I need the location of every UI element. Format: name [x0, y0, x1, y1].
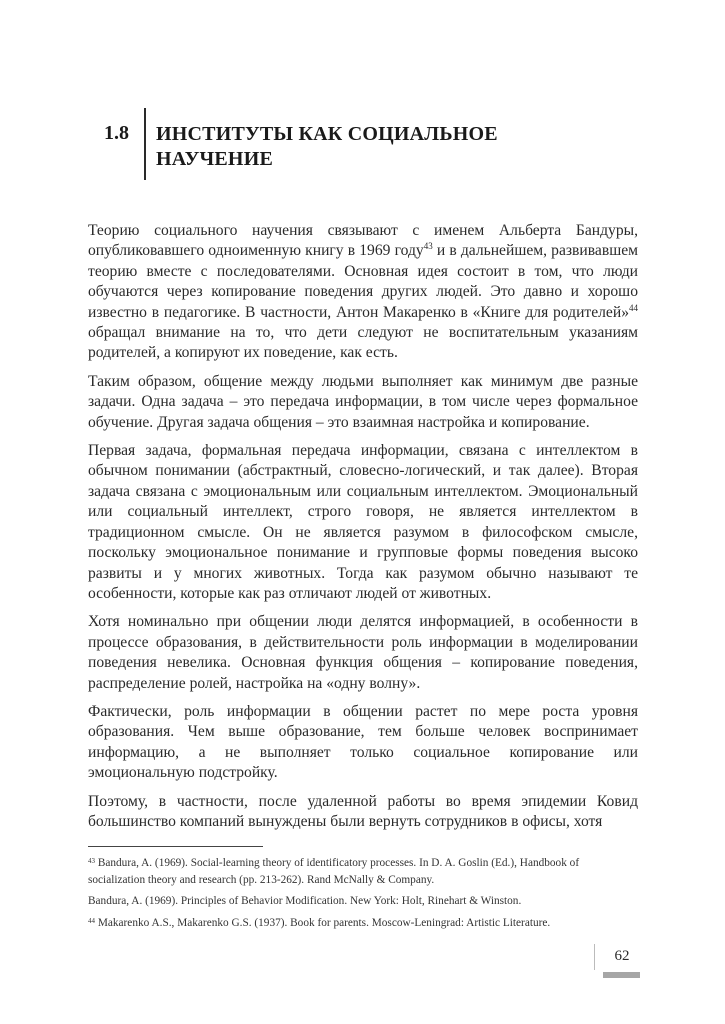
- section-number: 1.8: [104, 122, 129, 144]
- paragraph: Хотя номинально при общении люди делятся информацией, в особенности в процессе образования, в действительности роль информации в моделировании поведения невелика. Основная функция общения – копирование поведения, распределение ролей, настройка на «одну волну».: [88, 613, 638, 692]
- paragraph: Поэтому, в частности, после удаленной работы во время эпидемии Ковид большинство компаний вынуждены были вернуть сотрудников в офисы, хотя: [88, 792, 638, 830]
- footnote-text: Bandura, A. (1969). Principles of Behavior Modification. New York: Holt, Rinehart & Winston.: [88, 895, 522, 907]
- footnote-separator: [88, 846, 263, 847]
- footnote-text: Makarenko A.S., Makarenko G.S. (1937). Book for parents. Moscow-Leningrad: Artistic Literature.: [95, 916, 551, 929]
- paragraph-text: и в дальнейшем, развивавшем теорию вместе с последователями. Основная идея состоит в том, что люди обучаются через копирование поведения других людей. Это давно и хорошо известно в педагогике. В частности, Антон Макаренко в «Книге для родителей»: [88, 242, 638, 321]
- section-title: ИНСТИТУТЫ КАК СОЦИАЛЬНОЕ НАУЧЕНИЕ: [156, 123, 498, 170]
- paragraph: Первая задача, формальная передача информации, связана с интеллектом в обычном понимании (абстрактный, словесно-логический, и так далее). Вторая задача связана с эмоциональным или социальным интеллектом. Эмоциональный или социальный интеллект, строго говоря, не является интеллектом в традиционном смысле. Он не является разумом в философском смысле, поскольку эмоциональное понимание и групповые формы поведения высоко развиты и у многих животных. Тогда как разумом обычно называют те особенности, которые как раз отличают людей от животных.: [88, 442, 638, 602]
- footnote-ref-44[interactable]: 44: [629, 302, 638, 313]
- body-text: [88, 221, 638, 840]
- footnote-number: 43: [88, 857, 95, 865]
- footnote: [88, 855, 638, 888]
- heading-divider: [144, 108, 146, 180]
- page-number-divider: [594, 944, 595, 970]
- footnote: [88, 915, 638, 932]
- footnotes: [88, 855, 638, 936]
- section-heading: [100, 108, 640, 182]
- paragraph: [88, 221, 638, 364]
- paragraph: Таким образом, общение между людьми выполняет как минимум две разные задачи. Одна задача – это передача информации, в том числе через формальное обучение. Другая задача общения – это взаимная настройка и копирование.: [88, 372, 638, 431]
- paragraph-text: Теорию социального научения связывают с именем Альберта Бандуры, опубликовавшего одноименную книгу в 1969 году: [88, 222, 638, 260]
- paragraph-text: обращал внимание на то, что дети следуют не воспитательным указаниям родителей, а копируют их поведение, как есть.: [88, 324, 638, 362]
- page-number: 62: [614, 948, 630, 964]
- footnote-text: Bandura, A. (1969). Social-learning theory of identificatory processes. In D. A. Goslin (Ed.), Handbook of socialization theory and research (pp. 213-262). Rand McNally & Company.: [88, 857, 580, 886]
- footnote: [88, 893, 638, 910]
- footnote-ref-43[interactable]: 43: [423, 241, 433, 252]
- page-number-bar: [603, 972, 640, 978]
- footnote-number: 44: [88, 916, 95, 925]
- paragraph: Фактически, роль информации в общении растет по мере роста уровня образования. Чем выше образование, тем больше человек воспринимает информацию, а не выполняет только социальное копирование или эмоциональную подстройку.: [88, 702, 638, 782]
